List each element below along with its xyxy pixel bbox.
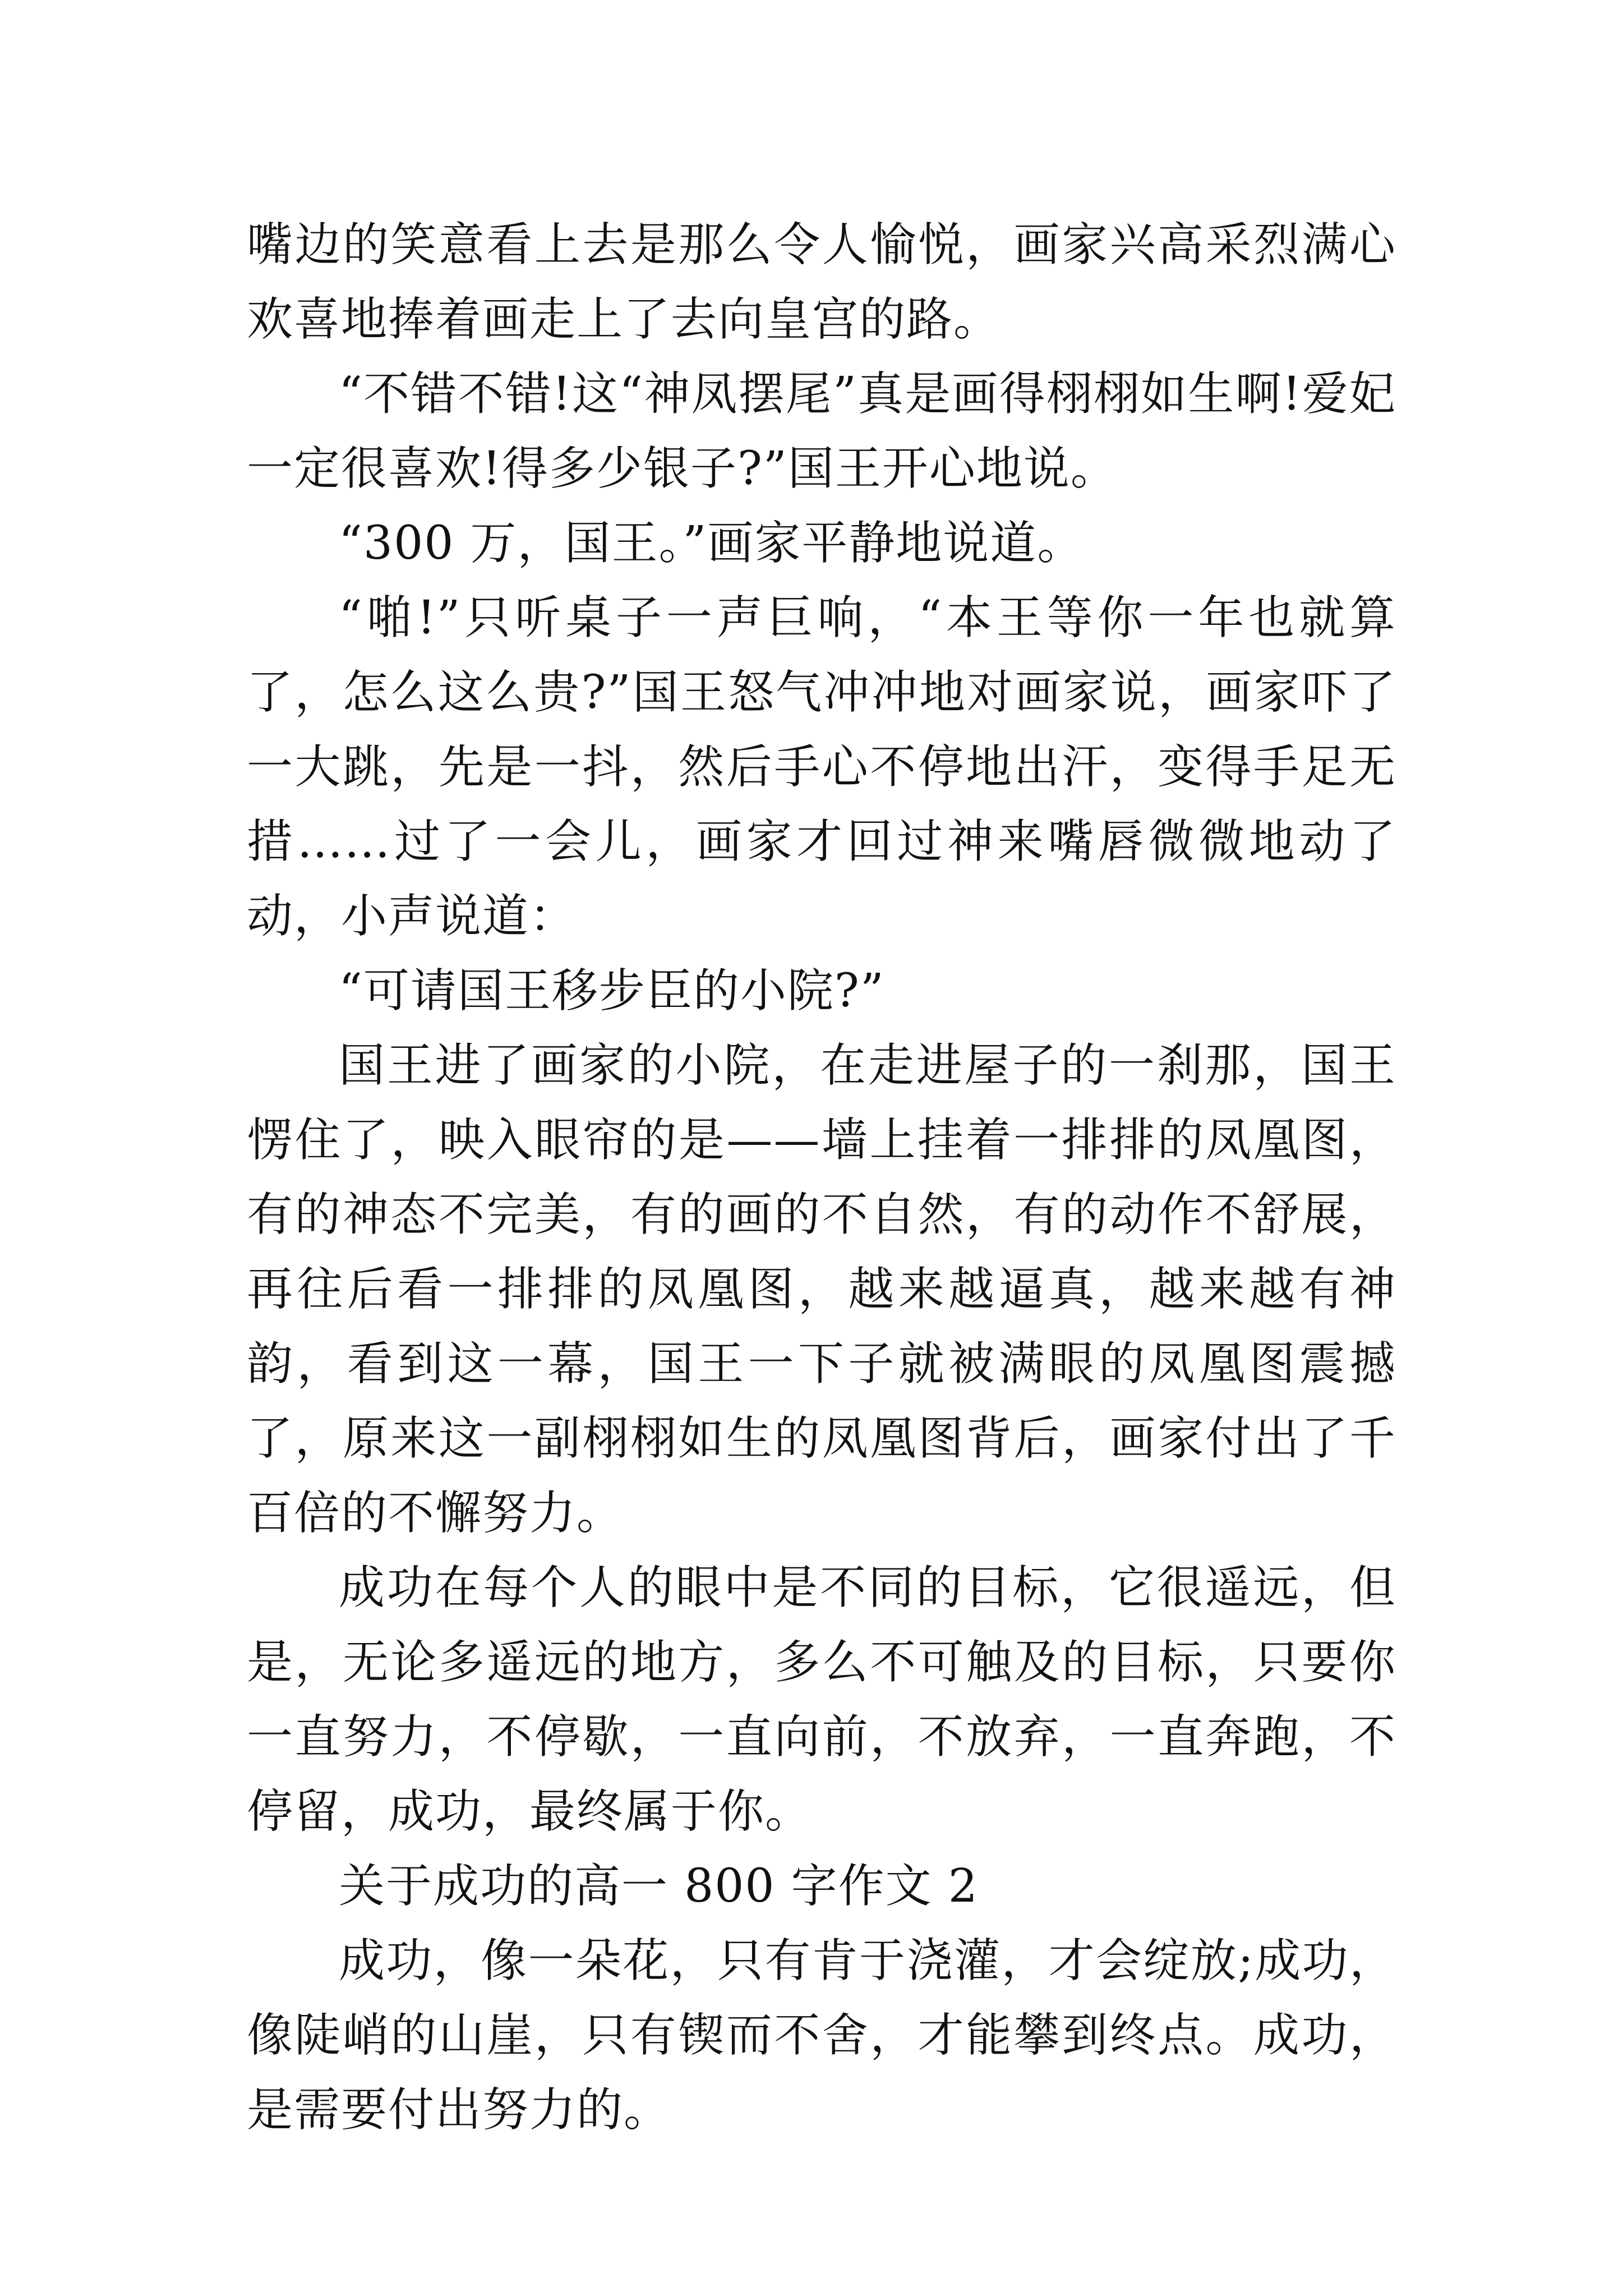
paragraph: “不错不错!这“神凤摆尾”真是画得栩栩如生啊!爱妃一定很喜欢!得多少银子?”国王开心地说。 (247, 367, 1396, 495)
section-heading: 关于成功的高一 800 字作文 2 (339, 1860, 979, 1913)
paragraph: 国王进了画家的小院，在走进屋子的一刹那，国王愣住了，映入眼帘的是——墙上挂着一排排的凤凰图，有的神态不完美，有的画的不自然，有的动作不舒展，再往后看一排排的凤凰图，越来越逼真，越来越有神韵，看到这一幕，国王一下子就被满眼的凤凰图震撼了，原来这一副栩栩如生的凤凰图背后，画家付出了千百倍的不懈努力。 (247, 1039, 1396, 1540)
document-body (247, 208, 1396, 2147)
paragraph: 成功在每个人的眼中是不同的目标，它很遥远，但是，无论多遥远的地方，多么不可触及的目标，只要你一直努力，不停歇，一直向前，不放弃，一直奔跑，不停留，成功，最终属于你。 (247, 1561, 1396, 1838)
paragraph: “300 万，国王。”画家平静地说道。 (339, 517, 1085, 570)
paragraph: “可请国王移步臣的小院?” (339, 964, 885, 1018)
paragraph: 成功，像一朵花，只有肯于浇灌，才会绽放;成功，像陡峭的山崖，只有锲而不舍，才能攀到终点。成功，是需要付出努力的。 (247, 1934, 1396, 2137)
paragraph: “啪!”只听桌子一声巨响，“本王等你一年也就算了，怎么这么贵?”国王怒气冲冲地对画家说，画家吓了一大跳，先是一抖，然后手心不停地出汗，变得手足无措……过了一会儿，画家才回过神来嘴唇微微地动了动，小声说道： (247, 591, 1396, 943)
paragraph: 嘴边的笑意看上去是那么令人愉悦，画家兴高采烈满心欢喜地捧着画走上了去向皇宫的路。 (247, 218, 1396, 346)
